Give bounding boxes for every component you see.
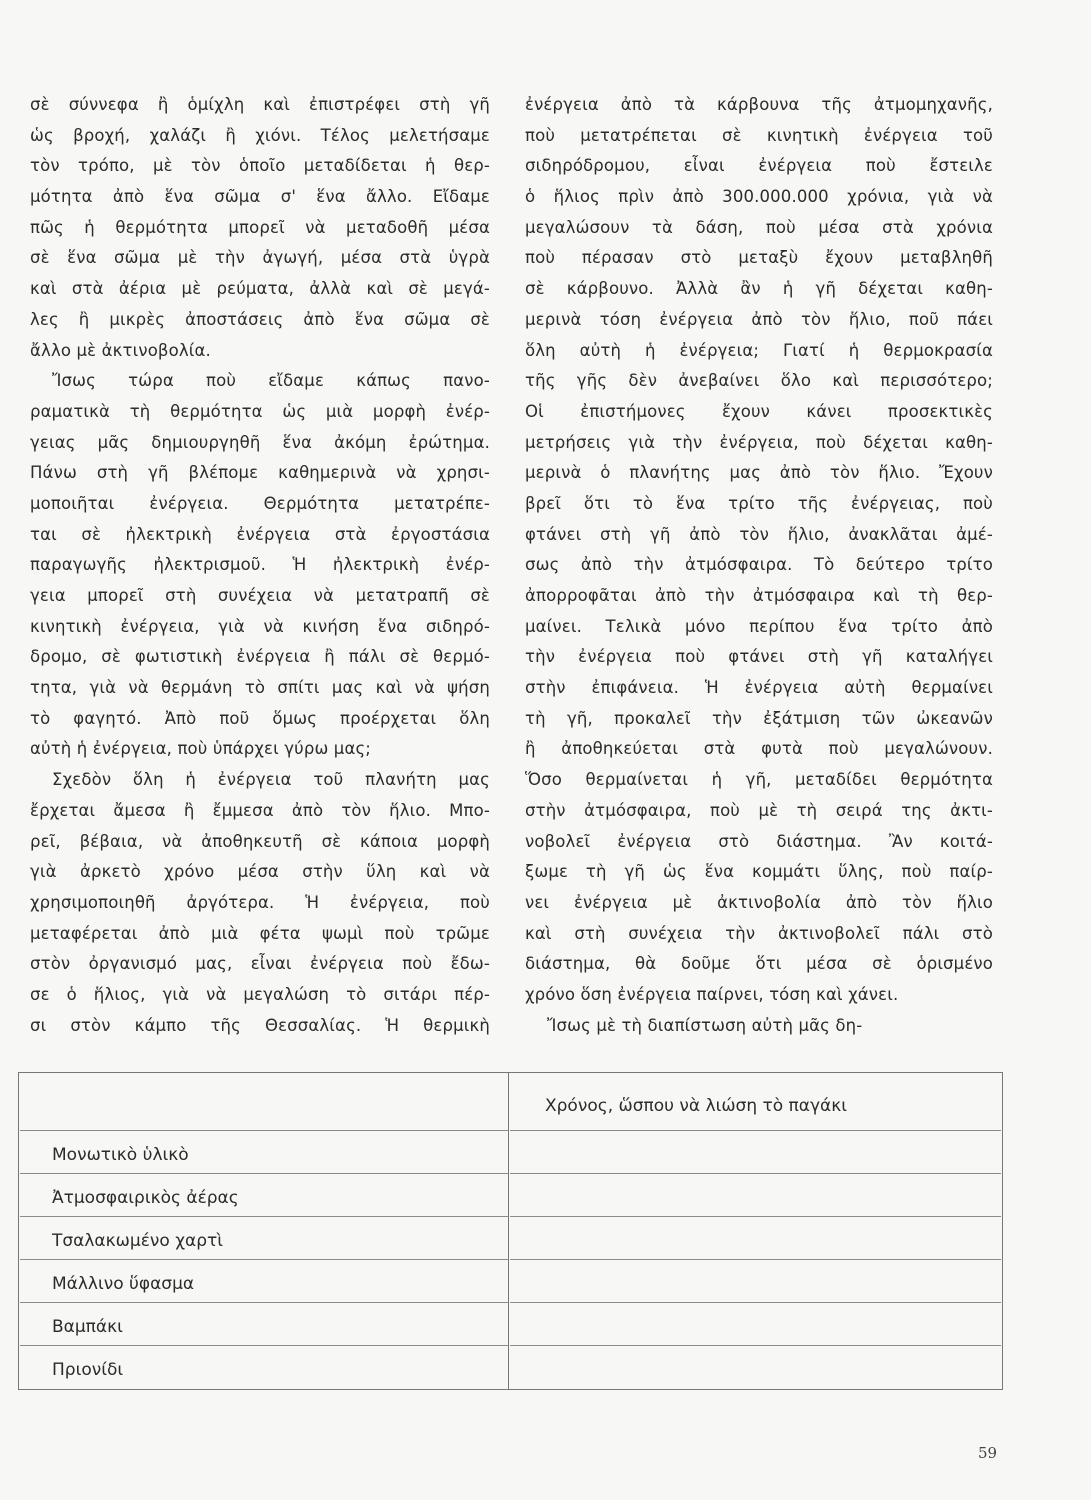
table-row-label: Τσαλακωμένο χαρτὶ <box>52 1231 223 1251</box>
text-line: στὴν ἐπιφάνεια. Ἡ ἐνέργεια αὐτὴ θερμαίνει <box>525 678 993 698</box>
table-row-label: Μονωτικὸ ὑλικὸ <box>52 1145 189 1165</box>
table-rule-line <box>20 1302 508 1303</box>
text-line: καὶ στὴ συνέχεια τὴν ἀκτινοβολεῖ πάλι στὸ <box>525 923 993 943</box>
text-line: Πάνω στὴ γῆ βλέπομε καθημερινὰ νὰ χρησι- <box>30 463 490 483</box>
text-line: ὡς βροχή, χαλάζι ἢ χιόνι. Τέλος μελετήσαμε <box>30 125 490 145</box>
text-line: κινητικὴ ἐνέργεια, γιὰ νὰ κινήση ἕνα σιδηρό- <box>30 616 490 636</box>
table-rule-line <box>510 1345 1001 1346</box>
text-line: Ἴσως τώρα ποὺ εἴδαμε κάπως πανο- <box>52 371 490 391</box>
text-line: γεια μπορεῖ στὴ συνέχεια νὰ μετατραπῆ σὲ <box>30 586 490 605</box>
text-line: σε ὁ ἥλιος, γιὰ νὰ μεγαλώση τὸ σιτάρι πέρ- <box>30 984 490 1004</box>
text-line: μεταφέρεται ἀπὸ μιὰ φέτα ψωμὶ ποὺ τρῶμε <box>30 923 490 943</box>
text-line: στὴν ἀτμόσφαιρα, ποὺ μὲ τὴ σειρά της ἀκτι- <box>525 800 993 820</box>
text-line: διάστημα, θὰ δοῦμε ὅτι μέσα σὲ ὁρισμένο <box>525 954 993 974</box>
table-row-label: Μάλλινο ὕφασμα <box>52 1274 195 1294</box>
table-row-label: Βαμπάκι <box>52 1317 123 1337</box>
text-line: Ὅσο θερμαίνεται ἡ γῆ, μεταδίδει θερμότητα <box>525 770 993 790</box>
text-line: σὲ ἕνα σῶμα μὲ τὴν ἀγωγή, μέσα στὰ ὑγρὰ <box>30 248 490 268</box>
text-line: αὐτὴ ἡ ἐνέργεια, ποὺ ὑπάρχει γύρω μας; <box>30 739 372 759</box>
text-line: Ἴσως μὲ τὴ διαπίστωση αὐτὴ μᾶς δη- <box>547 1015 863 1035</box>
text-line: παραγωγῆς ἠλεκτρισμοῦ. Ἡ ἠλεκτρικὴ ἐνέρ- <box>30 555 490 575</box>
text-line: ποὺ πέρασαν στὸ μεταξὺ ἔχουν μεταβληθῆ <box>525 248 993 268</box>
table-rule-line <box>20 1216 508 1217</box>
page-number: 59 <box>978 1444 998 1462</box>
table-rule-line <box>510 1173 1001 1174</box>
text-line: νει ἐνέργεια μὲ ἀκτινοβολία ἀπὸ τὸν ἥλιο <box>525 892 993 912</box>
text-line: λες ἢ μικρὲς ἀποστάσεις ἀπὸ ἕνα σῶμα σὲ <box>30 309 490 329</box>
text-line: ξωμε τὴ γῆ ὡς ἕνα κομμάτι ὕλης, ποὺ παίρ- <box>525 862 993 882</box>
table-rule-line <box>510 1130 1001 1131</box>
text-line: ται σὲ ἠλεκτρικὴ ἐνέργεια στὰ ἐργοστάσια <box>30 524 490 544</box>
table-rule-line <box>510 1259 1001 1260</box>
text-line: ποὺ μετατρέπεται σὲ κινητικὴ ἐνέργεια τοῦ <box>525 125 993 145</box>
text-line: ραματικὰ τὴ θερμότητα ὡς μιὰ μορφὴ ἐνέρ- <box>30 401 490 421</box>
table-rule-line <box>20 1259 508 1260</box>
text-line: σως ἀπὸ τὴν ἀτμόσφαιρα. Τὸ δεύτερο τρίτο <box>525 555 993 575</box>
text-line: Οἱ ἐπιστήμονες ἔχουν κάνει προσεκτικὲς <box>525 401 993 421</box>
table-rule-line <box>510 1216 1001 1217</box>
text-line: ἔρχεται ἄμεσα ἢ ἔμμεσα ἀπὸ τὸν ἥλιο. Μπο- <box>30 800 490 820</box>
text-line: τὴ γῆ, προκαλεῖ τὴν ἐξάτμιση τῶν ὠκεανῶν <box>525 708 993 728</box>
text-line: ρεῖ, βέβαια, νὰ ἀποθηκευτῆ σὲ κάποια μορφὴ <box>30 831 490 851</box>
text-line: νοβολεῖ ἐνέργεια στὸ διάστημα. Ἂν κοιτά- <box>525 831 993 851</box>
text-line: ἄλλο μὲ ἀκτινοβολία. <box>30 340 211 360</box>
text-line: μετρήσεις γιὰ τὴν ἐνέργεια, ποὺ δέχεται καθη- <box>525 432 993 452</box>
text-line: μερινὰ ὁ πλανήτης μας ἀπὸ τὸν ἥλιο. Ἔχουν <box>525 463 993 483</box>
text-line: φτάνει στὴ γῆ ἀπὸ τὸν ἥλιο, ἀνακλᾶται ἀμέ- <box>525 524 993 544</box>
text-line: σὲ σύννεφα ἢ ὁμίχλη καὶ ἐπιστρέφει στὴ γῆ <box>30 95 490 114</box>
text-line: ἢ ἀποθηκεύεται στὰ φυτὰ ποὺ μεγαλώνουν. <box>525 739 993 759</box>
table-rule-line <box>20 1345 508 1346</box>
text-line: σι στὸν κάμπο τῆς Θεσσαλίας. Ἡ θερμικὴ <box>30 1015 490 1035</box>
text-line: σὲ κάρβουνο. Ἀλλὰ ἂν ἡ γῆ δέχεται καθη- <box>525 279 993 299</box>
text-line: μοποιῆται ἐνέργεια. Θερμότητα μετατρέπε- <box>30 493 490 513</box>
table-row-label: Ἀτμοσφαιρικὸς ἀέρας <box>52 1188 239 1208</box>
text-line: γιὰ ἀρκετὸ χρόνο μέσα στὴν ὕλη καὶ νὰ <box>30 862 490 882</box>
text-line: τητα, γιὰ νὰ θερμάνη τὸ σπίτι μας καὶ νὰ ψήση <box>30 678 490 698</box>
text-line: ἐνέργεια ἀπὸ τὰ κάρβουνα τῆς ἀτμομηχανῆς, <box>525 95 993 114</box>
text-line: τῆς γῆς δὲν ἀνεβαίνει ὅλο καὶ περισσότερο; <box>525 371 993 391</box>
text-line: Σχεδὸν ὅλη ἡ ἐνέργεια τοῦ πλανήτη μας <box>52 770 490 790</box>
text-line: ὁ ἥλιος πρὶν ἀπὸ 300.000.000 χρόνια, γιὰ νὰ <box>525 187 993 207</box>
text-line: χρόνο ὅση ἐνέργεια παίρνει, τόση καὶ χάνει. <box>525 984 899 1004</box>
text-line: βρεῖ ὅτι τὸ ἕνα τρίτο τῆς ἐνέργειας, ποὺ <box>525 493 993 513</box>
text-line: δρομο, σὲ φωτιστικὴ ἐνέργεια ἢ πάλι σὲ θερμό- <box>30 647 490 667</box>
left-column-text <box>30 90 490 1041</box>
text-line: τὸ φαγητό. Ἀπὸ ποῦ ὅμως προέρχεται ὅλη <box>30 708 490 728</box>
text-line: τὸν τρόπο, μὲ τὸν ὁποῖο μεταδίδεται ἡ θερ- <box>30 156 490 176</box>
text-line: τὴν ἐνέργεια ποὺ φτάνει στὴ γῆ καταλήγει <box>525 647 993 667</box>
text-line: μότητα ἀπὸ ἕνα σῶμα σ' ἕνα ἄλλο. Εἴδαμε <box>30 187 490 207</box>
text-line: στὸν ὀργανισμό μας, εἶναι ἐνέργεια ποὺ ἔδω- <box>30 954 490 974</box>
table-row-label: Πριονίδι <box>52 1360 124 1380</box>
table-rule-line <box>510 1302 1001 1303</box>
text-line: καὶ στὰ ἀέρια μὲ ρεύματα, ἀλλὰ καὶ σὲ μεγά- <box>30 279 490 299</box>
text-line: πῶς ἡ θερμότητα μπορεῖ νὰ μεταδοθῆ μέσα <box>30 217 490 237</box>
text-line: χρησιμοποιηθῆ ἀργότερα. Ἡ ἐνέργεια, ποὺ <box>30 892 490 912</box>
text-line: μερινὰ τόση ἐνέργεια ἀπὸ τὸν ἥλιο, ποῦ πάει <box>525 309 993 329</box>
text-line: μαίνει. Τελικὰ μόνο περίπου ἕνα τρίτο ἀπὸ <box>525 616 993 636</box>
table-rule-line <box>20 1130 508 1131</box>
text-line: γειας μᾶς δημιουργηθῆ ἕνα ἀκόμη ἐρώτημα. <box>30 432 490 452</box>
right-column-text <box>525 90 993 1041</box>
text-line: ὅλη αὐτὴ ἡ ἐνέργεια; Γιατί ἡ θερμοκρασία <box>525 340 993 360</box>
text-line: ἀπορροφᾶται ἀπὸ τὴν ἀτμόσφαιρα καὶ τὴ θερ- <box>525 586 993 605</box>
table-rule-line <box>20 1173 508 1174</box>
table-header: Χρόνος, ὥσπου νὰ λιώση τὸ παγάκι <box>545 1096 848 1116</box>
text-line: σιδηρόδρομου, εἶναι ἐνέργεια ποὺ ἔστειλε <box>525 156 993 176</box>
table-column-divider <box>508 1072 509 1390</box>
text-line: μεγαλώσουν τὰ δάση, ποὺ μέσα στὰ χρόνια <box>525 217 993 237</box>
